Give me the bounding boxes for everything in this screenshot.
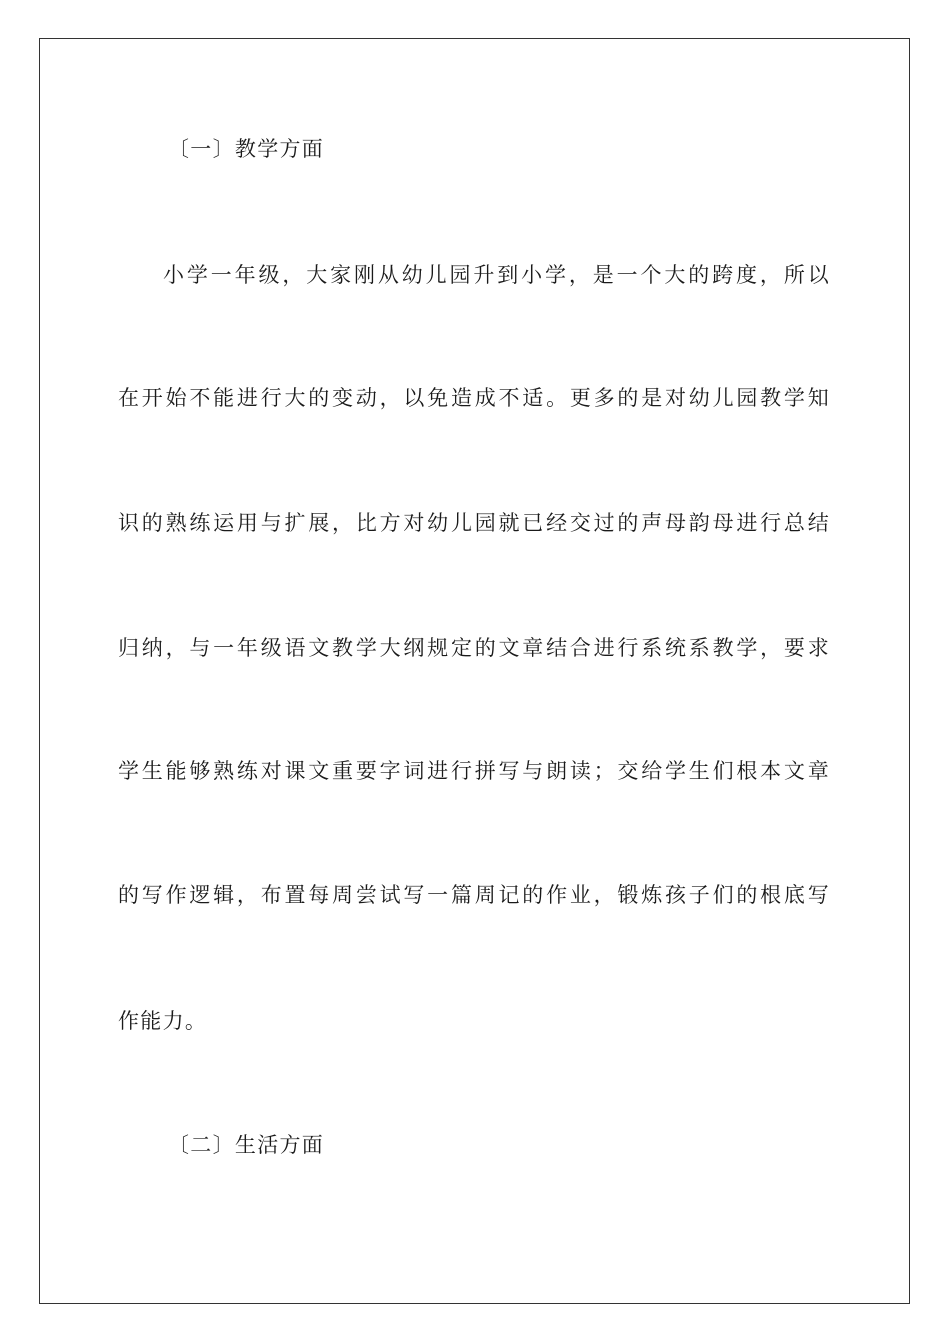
paragraph-line-5: 学生能够熟练对课文重要字词进行拼写与朗读；交给学生们根本文章 (118, 759, 830, 783)
paragraph-line-7: 作能力。 (118, 1009, 208, 1033)
page-border (39, 38, 910, 1304)
paragraph-line-4: 归纳，与一年级语文教学大纲规定的文章结合进行系统系教学，要求 (118, 636, 830, 660)
section-heading-teaching: 〔一〕教学方面 (168, 137, 325, 161)
paragraph-line-3: 识的熟练运用与扩展，比方对幼儿园就已经交过的声母韵母进行总结 (118, 511, 830, 535)
paragraph-line-6: 的写作逻辑，布置每周尝试写一篇周记的作业，锻炼孩子们的根底写 (118, 883, 830, 907)
paragraph-line-1: 小学一年级，大家刚从幼儿园升到小学，是一个大的跨度，所以 (163, 263, 830, 287)
paragraph-line-2: 在开始不能进行大的变动，以免造成不适。更多的是对幼儿园教学知 (118, 386, 830, 410)
section-heading-life: 〔二〕生活方面 (168, 1133, 325, 1157)
